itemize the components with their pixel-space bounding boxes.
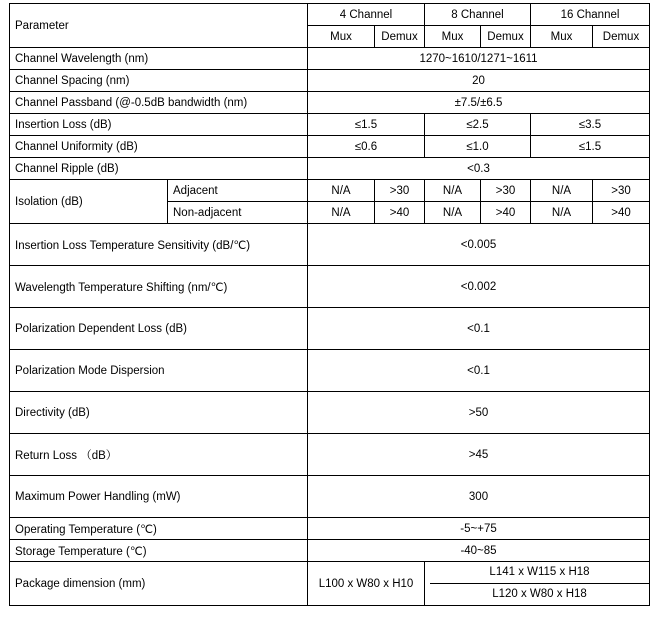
ch8-mux-header: Mux (425, 26, 481, 48)
table-row (10, 476, 650, 518)
op-temp-label: Operating Temperature (℃) (10, 518, 308, 540)
table-row (10, 224, 650, 266)
ch16-header: 16 Channel (531, 4, 650, 26)
il-temp-value: <0.005 (308, 224, 650, 266)
isolation-adjacent-ch16-mux: N/A (531, 180, 593, 202)
max-power-label: Maximum Power Handling (mW) (10, 476, 308, 518)
table-row (10, 434, 650, 476)
insertion-loss-ch16: ≤3.5 (531, 114, 650, 136)
uniformity-ch16: ≤1.5 (531, 136, 650, 158)
package-large-value-1: L141 x W115 x H18 (430, 562, 649, 584)
isolation-adjacent-ch16-demux: >30 (593, 180, 650, 202)
table-row (10, 562, 650, 606)
table-row (10, 350, 650, 392)
table-row (10, 136, 650, 158)
uniformity-ch4: ≤0.6 (308, 136, 425, 158)
il-temp-label: Insertion Loss Temperature Sensitivity (dB/℃) (10, 224, 308, 266)
return-loss-value: >45 (308, 434, 650, 476)
table-row (10, 392, 650, 434)
table-row (10, 114, 650, 136)
ch8-demux-header: Demux (481, 26, 531, 48)
uniformity-label: Channel Uniformity (dB) (10, 136, 308, 158)
spacing-value: 20 (308, 70, 650, 92)
table-row (10, 266, 650, 308)
isolation-adjacent-ch8-mux: N/A (425, 180, 481, 202)
isolation-nonadjacent-ch16-mux: N/A (531, 202, 593, 224)
wl-temp-value: <0.002 (308, 266, 650, 308)
spec-table (9, 3, 650, 606)
ch4-mux-header: Mux (308, 26, 375, 48)
isolation-adjacent-ch8-demux: >30 (481, 180, 531, 202)
max-power-value: 300 (308, 476, 650, 518)
insertion-loss-ch8: ≤2.5 (425, 114, 531, 136)
table-row (10, 158, 650, 180)
insertion-loss-ch4: ≤1.5 (308, 114, 425, 136)
table-row (10, 518, 650, 540)
ch4-header: 4 Channel (308, 4, 425, 26)
directivity-label: Directivity (dB) (10, 392, 308, 434)
passband-label: Channel Passband (@-0.5dB bandwidth (nm) (10, 92, 308, 114)
storage-temp-value: -40~85 (308, 540, 650, 562)
pmd-label: Polarization Mode Dispersion (10, 350, 308, 392)
isolation-nonadjacent-label: Non-adjacent (168, 202, 308, 224)
isolation-adjacent-label: Adjacent (168, 180, 308, 202)
table-row (10, 92, 650, 114)
isolation-label: Isolation (dB) (10, 180, 168, 224)
ch16-demux-header: Demux (593, 26, 650, 48)
table-row (10, 540, 650, 562)
op-temp-value: -5~+75 (308, 518, 650, 540)
wavelength-label: Channel Wavelength (nm) (10, 48, 308, 70)
pmd-value: <0.1 (308, 350, 650, 392)
uniformity-ch8: ≤1.0 (425, 136, 531, 158)
package-small-value: L100 x W80 x H10 (308, 562, 425, 606)
insertion-loss-label: Insertion Loss (dB) (10, 114, 308, 136)
isolation-nonadjacent-ch4-mux: N/A (308, 202, 375, 224)
ripple-value: <0.3 (308, 158, 650, 180)
ch4-demux-header: Demux (375, 26, 425, 48)
isolation-nonadjacent-ch8-demux: >40 (481, 202, 531, 224)
pdl-value: <0.1 (308, 308, 650, 350)
directivity-value: >50 (308, 392, 650, 434)
header-row (10, 4, 650, 26)
table-row (10, 70, 650, 92)
wl-temp-label: Wavelength Temperature Shifting (nm/℃) (10, 266, 308, 308)
package-label: Package dimension (mm) (10, 562, 308, 606)
passband-value: ±7.5/±6.5 (308, 92, 650, 114)
table-row (10, 48, 650, 70)
package-large-value-2: L120 x W80 x H18 (492, 588, 587, 600)
spacing-label: Channel Spacing (nm) (10, 70, 308, 92)
ch16-mux-header: Mux (531, 26, 593, 48)
wavelength-value: 1270~1610/1271~1611 (308, 48, 650, 70)
isolation-nonadjacent-ch8-mux: N/A (425, 202, 481, 224)
isolation-nonadjacent-ch4-demux: >40 (375, 202, 425, 224)
table-row (10, 180, 650, 202)
table-row (10, 308, 650, 350)
package-large-cell (425, 562, 650, 606)
ripple-label: Channel Ripple (dB) (10, 158, 308, 180)
ch8-header: 8 Channel (425, 4, 531, 26)
storage-temp-label: Storage Temperature (℃) (10, 540, 308, 562)
parameter-header: Parameter (10, 4, 308, 48)
isolation-adjacent-ch4-demux: >30 (375, 180, 425, 202)
return-loss-label: Return Loss （dB） (10, 434, 308, 476)
isolation-adjacent-ch4-mux: N/A (308, 180, 375, 202)
isolation-nonadjacent-ch16-demux: >40 (593, 202, 650, 224)
pdl-label: Polarization Dependent Loss (dB) (10, 308, 308, 350)
